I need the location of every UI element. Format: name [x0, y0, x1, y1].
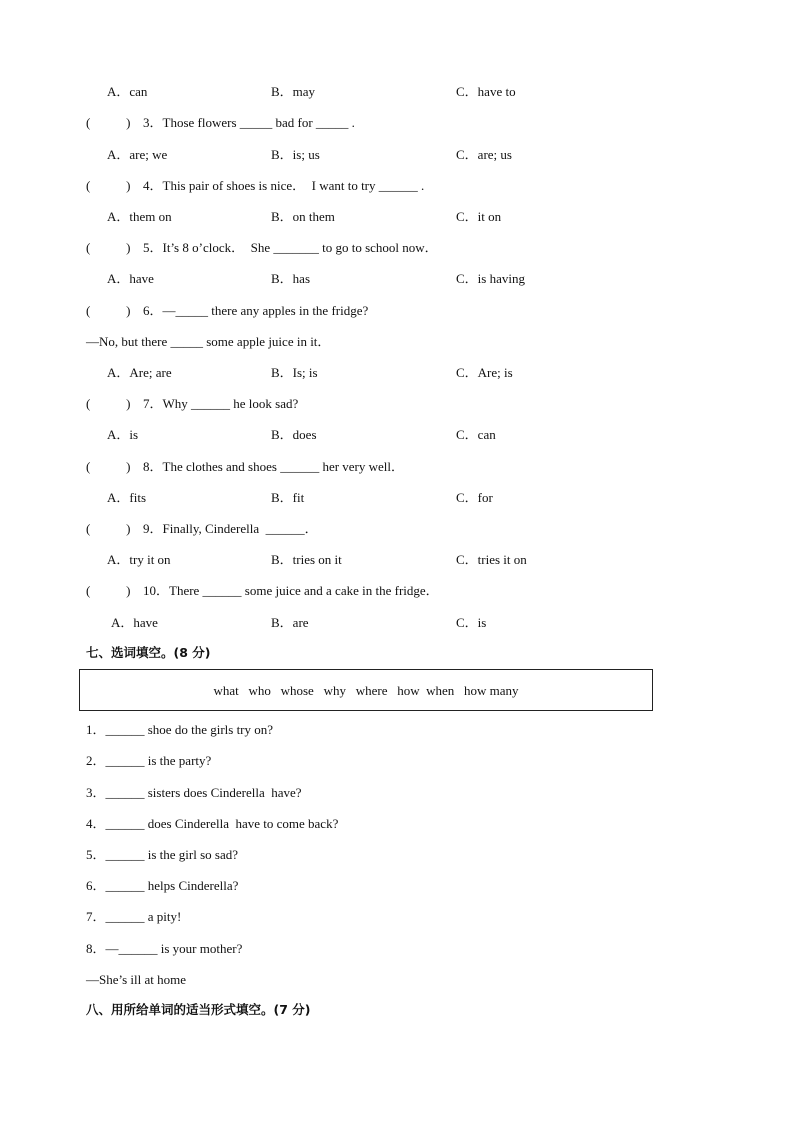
q5-option-b: B．has	[271, 271, 311, 286]
q6-option-c: C．Are; is	[456, 365, 513, 380]
q4-option-c: C．it on	[456, 209, 502, 224]
q6-option-a: A．Are; are	[107, 365, 172, 380]
q10-option-b: B．are	[271, 615, 309, 630]
q8-answer-blank: ( )	[86, 459, 131, 474]
section7-item-6: 6．______ helps Cinderella?	[86, 878, 239, 893]
q6-question-response: —No, but there _____ some apple juice in it．	[86, 334, 331, 349]
q3-answer-blank: ( )	[86, 115, 131, 130]
q9-option-b: B．tries on it	[271, 552, 342, 567]
q10-answer-blank: ( )	[86, 583, 131, 598]
section7-item-3: 3．______ sisters does Cinderella have?	[86, 785, 302, 800]
q3-question: 3．Those flowers _____ bad for _____ .	[143, 115, 355, 130]
q2-option-c: C．have to	[456, 84, 516, 99]
word-bank-box	[79, 669, 653, 711]
q4-answer-blank: ( )	[86, 178, 131, 193]
q5-option-a: A．have	[107, 271, 154, 286]
q6-answer-blank: ( )	[86, 303, 131, 318]
q8-question: 8．The clothes and shoes ______ her very well．	[143, 459, 405, 474]
q3-option-a: A．are; we	[107, 147, 168, 162]
word-bank: what who whose why where how when how many	[213, 683, 519, 698]
section7-item-8: 8．—______ is your mother?	[86, 941, 243, 956]
q9-option-c: C．tries it on	[456, 552, 527, 567]
q4-option-a: A．them on	[107, 209, 172, 224]
section7-item-7: 7．______ a pity!	[86, 909, 182, 924]
q9-answer-blank: ( )	[86, 521, 131, 536]
q7-option-b: B．does	[271, 427, 317, 442]
section7-item-8-response: —She’s ill at home	[86, 972, 187, 987]
q5-question: 5．It’s 8 o’clock． She _______ to go to school now．	[143, 240, 438, 255]
section7-item-1: 1．______ shoe do the girls try on?	[86, 722, 274, 737]
q8-option-b: B．fit	[271, 490, 305, 505]
q4-question: 4．This pair of shoes is nice． I want to try ______ .	[143, 178, 425, 193]
q2-option-b: B．may	[271, 84, 316, 99]
q3-option-b: B．is; us	[271, 147, 320, 162]
section7-heading: 七、选词填空。(8 分)	[86, 645, 211, 660]
q8-option-a: A．fits	[107, 490, 147, 505]
section7-item-2: 2．______ is the party?	[86, 753, 212, 768]
q9-question: 9．Finally, Cinderella ______．	[143, 521, 318, 536]
q5-answer-blank: ( )	[86, 240, 131, 255]
q6-option-b: B．Is; is	[271, 365, 318, 380]
q7-question: 7．Why ______ he look sad?	[143, 396, 299, 411]
q5-option-c: C．is having	[456, 271, 525, 286]
q6-question: 6．—_____ there any apples in the fridge?	[143, 303, 369, 318]
q4-option-b: B．on them	[271, 209, 335, 224]
q10-question: 10．There ______ some juice and a cake in the fridge．	[143, 583, 439, 598]
q10-option-a: A．have	[111, 615, 158, 630]
q2-option-a: A．can	[107, 84, 148, 99]
q10-option-c: C．is	[456, 615, 487, 630]
q7-option-c: C．can	[456, 427, 496, 442]
section7-item-4: 4．______ does Cinderella have to come back?	[86, 816, 339, 831]
q8-option-c: C．for	[456, 490, 493, 505]
q3-option-c: C．are; us	[456, 147, 512, 162]
q9-option-a: A．try it on	[107, 552, 171, 567]
section8-heading: 八、用所给单词的适当形式填空。(7 分)	[86, 1002, 311, 1017]
section7-item-5: 5．______ is the girl so sad?	[86, 847, 239, 862]
q7-answer-blank: ( )	[86, 396, 131, 411]
q7-option-a: A．is	[107, 427, 139, 442]
